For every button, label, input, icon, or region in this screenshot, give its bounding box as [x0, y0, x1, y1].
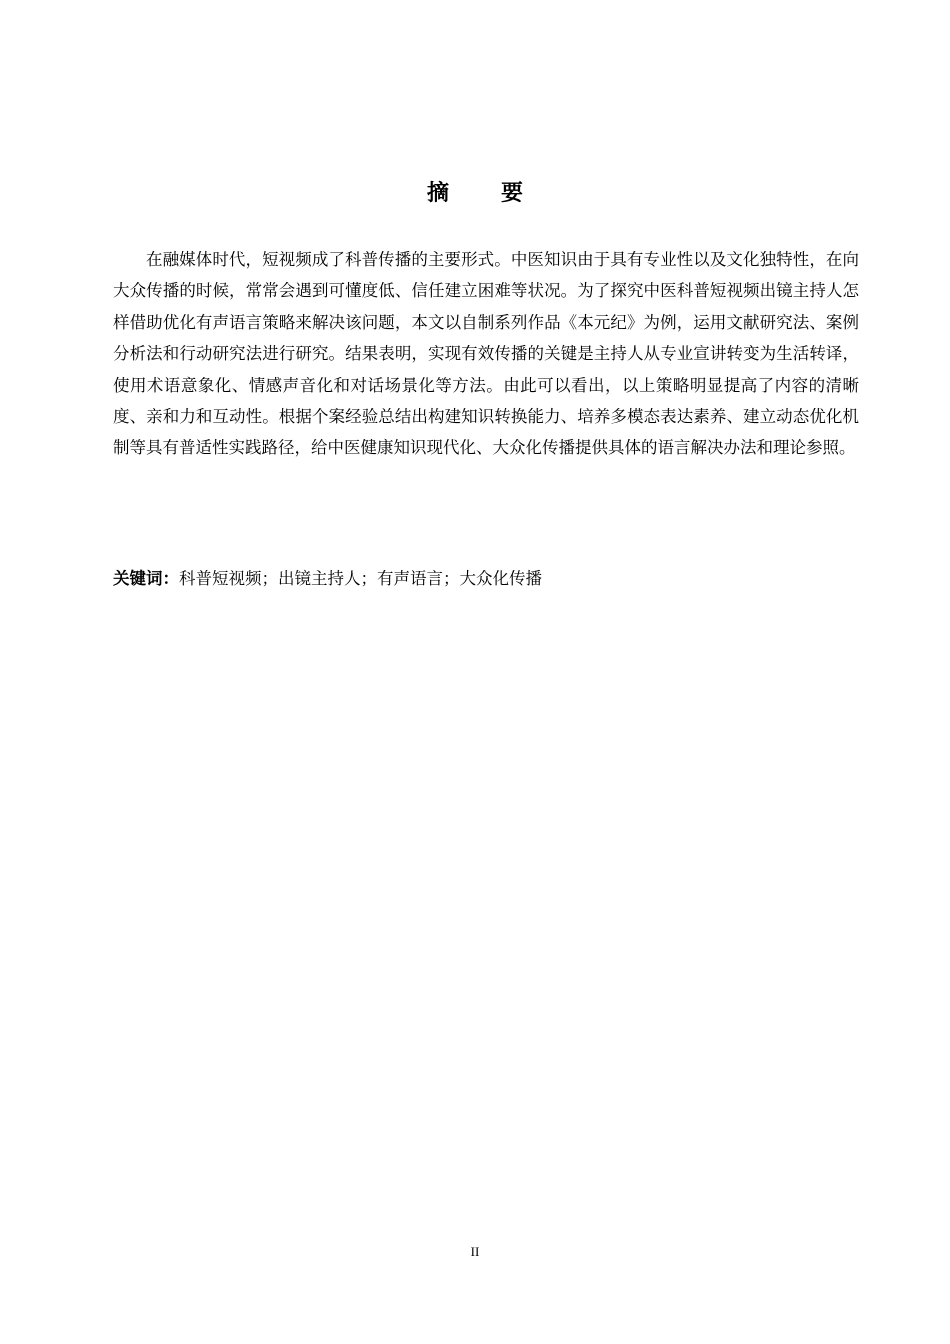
- page-number: II: [470, 1244, 480, 1259]
- abstract-title: [0, 176, 950, 207]
- keywords-line: [113, 565, 859, 593]
- abstract-title-char-2: 要: [501, 181, 524, 206]
- keywords-value: 科普短视频；出镜主持人；有声语言；大众化传播: [179, 569, 542, 588]
- keywords-label: 关键词：: [113, 569, 179, 588]
- abstract-body: 在融媒体时代，短视频成了科普传播的主要形式。中医知识由于具有专业性以及文化独特性，在向大众传播的时候，常常会遇到可懂度低、信任建立困难等状况。为了探究中医科普短视频出镜主持人怎样借助优化有声语言策略来解决该问题，本文以自制系列作品《本元纪》为例，运用文献研究法、案例分析法和行动研究法进行研究。结果表明，实现有效传播的关键是主持人从专业宣讲转变为生活转译，使用术语意象化、情感声音化和对话场景化等方法。由此可以看出，以上策略明显提高了内容的清晰度、亲和力和互动性。根据个案经验总结出构建知识转换能力、培养多模态表达素养、建立动态优化机制等具有普适性实践路径，给中医健康知识现代化、大众化传播提供具体的语言解决办法和理论参照。: [113, 250, 859, 458]
- abstract-title-char-1: 摘: [426, 181, 449, 206]
